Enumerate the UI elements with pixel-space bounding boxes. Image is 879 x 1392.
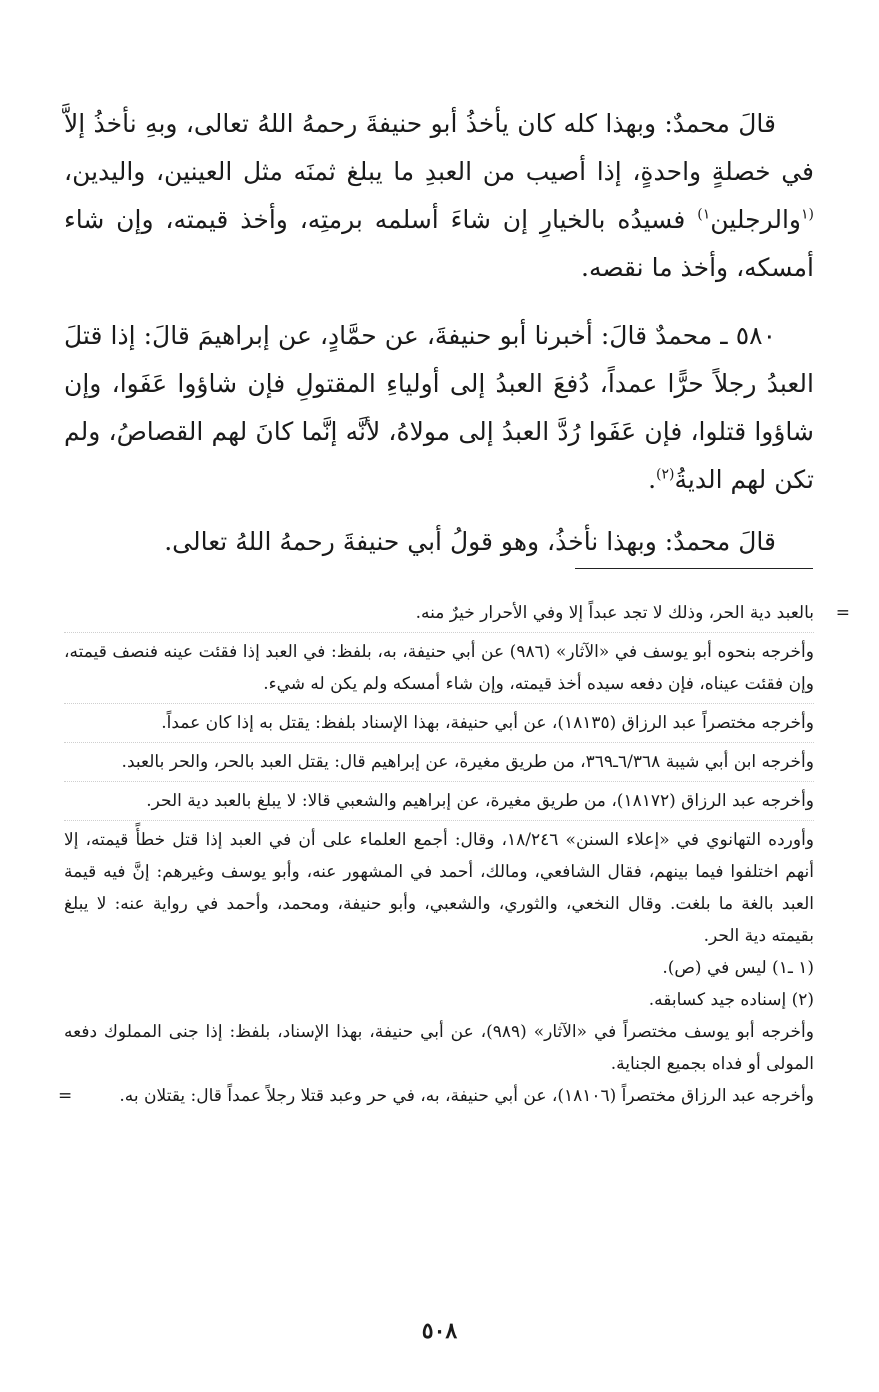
footnote-marker-2: (٢): [656, 466, 675, 483]
paragraph-1: [64, 100, 814, 292]
paragraph-2-text: ٥٨٠ ـ محمدٌ قالَ: أخبرنا أبو حنيفةَ، عن حمَّادٍ، عن إبراهيمَ قالَ: إذا قتلَ العبدُ رجلاً حرًّا عمداً، دُفعَ العبدُ إلى أولياءِ المقتولِ فإن شاؤوا عَفَوا، وإن شاؤوا قتلوا، فإن عَفَوا رُدَّ العبدُ إلى مولاهُ، لأنَّه إنَّما كانَ لهم القصاصُ، ولم تكن لهم الديةُ: [64, 321, 814, 494]
footnote-entry: [64, 1016, 814, 1080]
footnote-text: وأخرجه ابن أبي شيبة ٦/٣٦٨ـ٣٦٩، من طريق مغيرة، عن إبراهيم قال: يقتل العبد بالحر، والحر بالعبد.: [121, 752, 814, 772]
footnote-text: بالعبد دية الحر، وذلك لا تجد عبداً إلا وفي الأحرار خيرٌ منه.: [415, 603, 814, 623]
footnote-entry: [64, 824, 814, 952]
paragraph-1-text-c: فسيدُه بالخيارِ إن شاءَ أسلمه برمتِه، وأخذ قيمته، وإن شاء أمسكه، وأخذ ما نقصه.: [64, 205, 814, 282]
footnote-entry: [64, 746, 814, 778]
footnote-text: وأخرجه مختصراً عبد الرزاق (١٨١٣٥)، عن أبي حنيفة، بهذا الإسناد بلفظ: يقتل به إذا كان عمداً.: [161, 713, 814, 733]
footnote-entry: [64, 785, 814, 817]
footnote-2: [64, 984, 814, 1016]
footnote-marker-1-open: (١: [801, 206, 814, 223]
page-number: ٥٠٨: [421, 1318, 458, 1344]
paragraph-2: [64, 312, 814, 504]
paragraph-3-text: قالَ محمدٌ: وبهذا نأخذُ، وهو قولُ أبي حنيفةَ رحمهُ اللهُ تعالى.: [164, 527, 776, 556]
footnote-text: وأخرجه أبو يوسف مختصراً في «الآثار» (٩٨٩)، عن أبي حنيفة، بهذا الإسناد، بلفظ: إذا جنى المملوك دفعه المولى أو فداه بجميع الجناية.: [64, 1022, 814, 1074]
footnote-entry: [64, 707, 814, 739]
main-text: [64, 100, 814, 586]
footnote-text: وأورده التهانوي في «إعلاء السنن» ١٨/٢٤٦، وقال: أجمع العلماء على أن في العبد إذا قتل خطأً قيمته، إلا أنهم اختلفوا فيما بينهم، فقال الشافعي، ومالك، أحمد في المشهور عنه، وأبو يوسف وغيرهم: إنَّ فيه قيمة العبد بالغة ما بلغت. وقال النخعي، والثوري، والشعبي، وأبو حنيفة، ومحمد، وأحمد في رواية عنه: لا يبلغ بقيمته دية الحر.: [64, 830, 814, 946]
paragraph-2-end: .: [648, 465, 657, 494]
continued-mark: =: [58, 1086, 73, 1106]
footnote-entry: [64, 636, 814, 700]
paragraph-3: [64, 518, 814, 566]
footnote-text: وأخرجه عبد الرزاق مختصراً (١٨١٠٦)، عن أبي حنيفة، به، في حر وعبد قتلا رجلاً عمداً قال: يقتلان به.: [119, 1086, 814, 1106]
footnote-text: (٢) إسناده جيد كسابقه.: [648, 990, 814, 1010]
footnote-text: وأخرجه بنحوه أبو يوسف في «الآثار» (٩٨٦) عن أبي حنيفة، به، بلفظ: في العبد إذا فقئت عينه فنصف قيمته، وإن فقئت عيناه، فإن دفعه سيده أخذ قيمته، وإن شاء أمسكه ولم يكن له شيء.: [64, 642, 814, 694]
footnote-entry: [58, 1080, 814, 1112]
paragraph-1-text: قالَ محمدٌ: وبهذا كله كان يأخذُ أبو حنيفةَ رحمهُ اللهُ تعالى، وبهِ نأخذُ إلاَّ في خصلةٍ واحدةٍ، إذا أصيب من العبدِ ما يبلغ ثمنَه مثل العينين، واليدين،: [64, 109, 814, 186]
footnote-separator: [575, 568, 813, 569]
footnotes: [58, 597, 850, 1112]
footnote-text: وأخرجه عبد الرزاق (١٨١٧٢)، من طريق مغيرة، عن إبراهيم والشعبي قالا: لا يبلغ بالعبد دية الحر.: [146, 791, 814, 811]
footnote-continuation: [64, 597, 850, 629]
footnote-1: [64, 952, 814, 984]
continuation-mark: =: [835, 603, 850, 623]
footnote-text: (١ ـ١) ليس في (ص).: [662, 958, 814, 978]
paragraph-1-text-b: والرجلين: [710, 205, 801, 234]
footnote-marker-1: ١): [697, 206, 711, 223]
